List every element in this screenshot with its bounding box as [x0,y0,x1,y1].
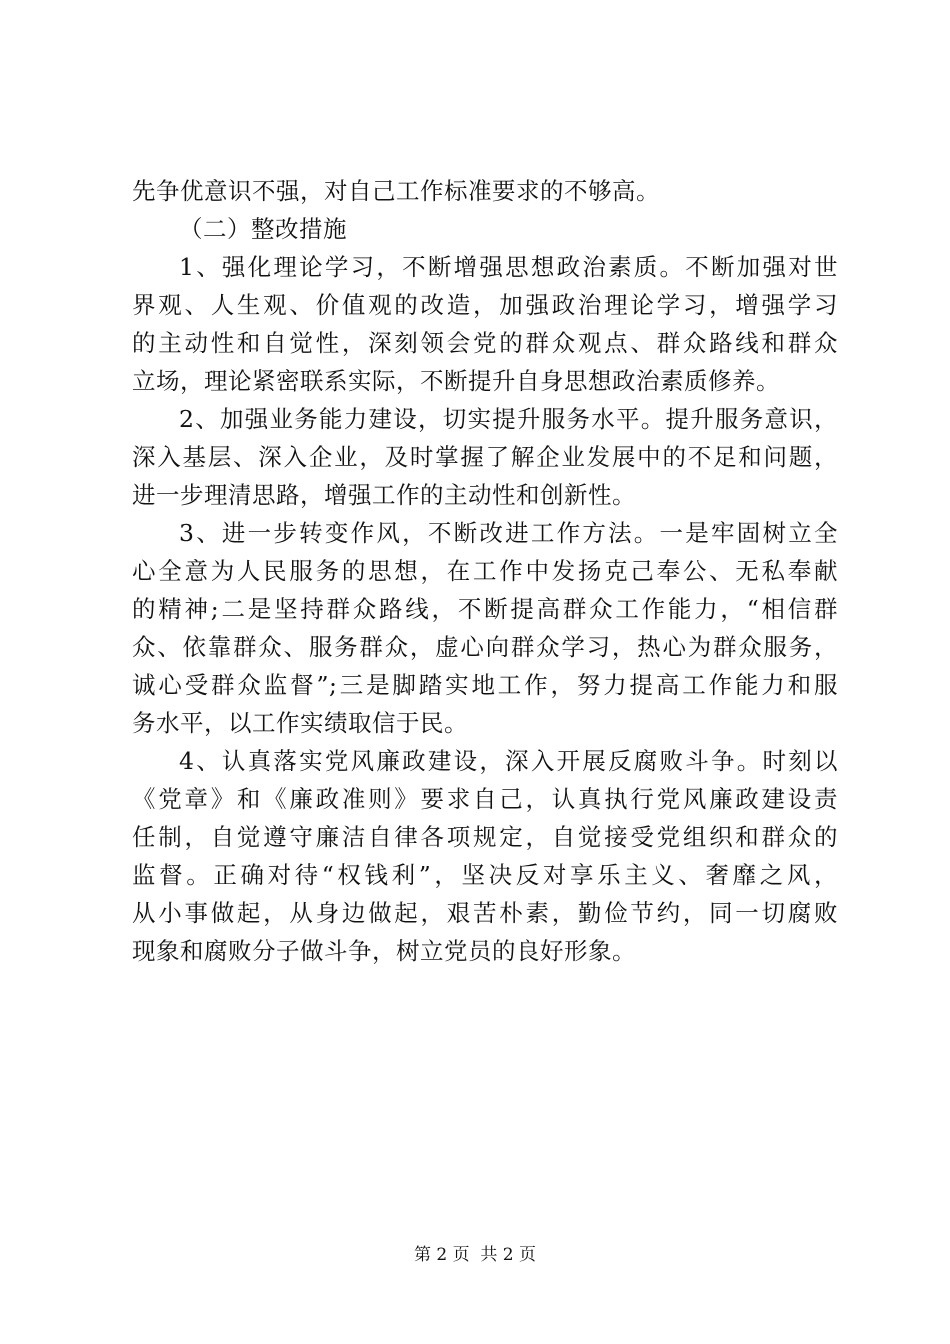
paragraph-2-line: 2、加强业务能力建设，切实提升服务水平。提升服务意识， [179,405,838,433]
paragraph-4-line: 现象和腐败分子做斗争，树立党员的良好形象。 [132,937,636,965]
page-number-footer: 第 2 页 共 2 页 [413,1245,537,1265]
paragraph-3-line: 诚心受群众监督”;三是脚踏实地工作，努力提高工作能力和服 [132,671,838,699]
paragraph-4-line: 任制，自觉遵守廉洁自律各项规定，自觉接受党组织和群众的 [132,823,838,851]
paragraph-2-line: 深入基层、深入企业，及时掌握了解企业发展中的不足和问题， [132,443,838,471]
paragraph-4-line: 从小事做起，从身边做起，艰苦朴素，勤俭节约，同一切腐败 [132,899,838,927]
document-body [132,172,838,970]
paragraph-3-line: 的精神;二是坚持群众路线，不断提高群众工作能力，“相信群 [132,595,838,623]
paragraph-4-line: 《党章》和《廉政准则》要求自己，认真执行党风廉政建设责 [132,785,838,813]
paragraph-3-line: 务水平，以工作实绩取信于民。 [132,709,468,737]
paragraph-3-line: 心全意为人民服务的思想，在工作中发扬克己奉公、无私奉献 [132,557,838,585]
paragraph-1-line: 立场，理论紧密联系实际，不断提升自身思想政治素质修养。 [132,367,780,395]
paragraph-1-line: 1、强化理论学习，不断增强思想政治素质。不断加强对世 [179,253,838,281]
paragraph-1-line: 的主动性和自觉性，深刻领会党的群众观点、群众路线和群众 [132,329,838,357]
paragraph-3-line: 众、依靠群众、服务群众，虚心向群众学习，热心为群众服务， [132,633,838,661]
paragraph-3-line: 3、进一步转变作风，不断改进工作方法。一是牢固树立全 [179,519,838,547]
paragraph-4-line: 4、认真落实党风廉政建设，深入开展反腐败斗争。时刻以 [179,747,838,775]
paragraph-2-line: 进一步理清思路，增强工作的主动性和创新性。 [132,481,636,509]
paragraph-4-line: 监督。正确对待“权钱利”，坚决反对享乐主义、奢靡之风， [132,861,838,889]
paragraph-1-line: 界观、人生观、价值观的改造，加强政治理论学习，增强学习 [132,291,838,319]
text-line: 先争优意识不强，对自己工作标准要求的不够高。 [132,177,660,205]
section-heading: （二）整改措施 [179,215,347,243]
